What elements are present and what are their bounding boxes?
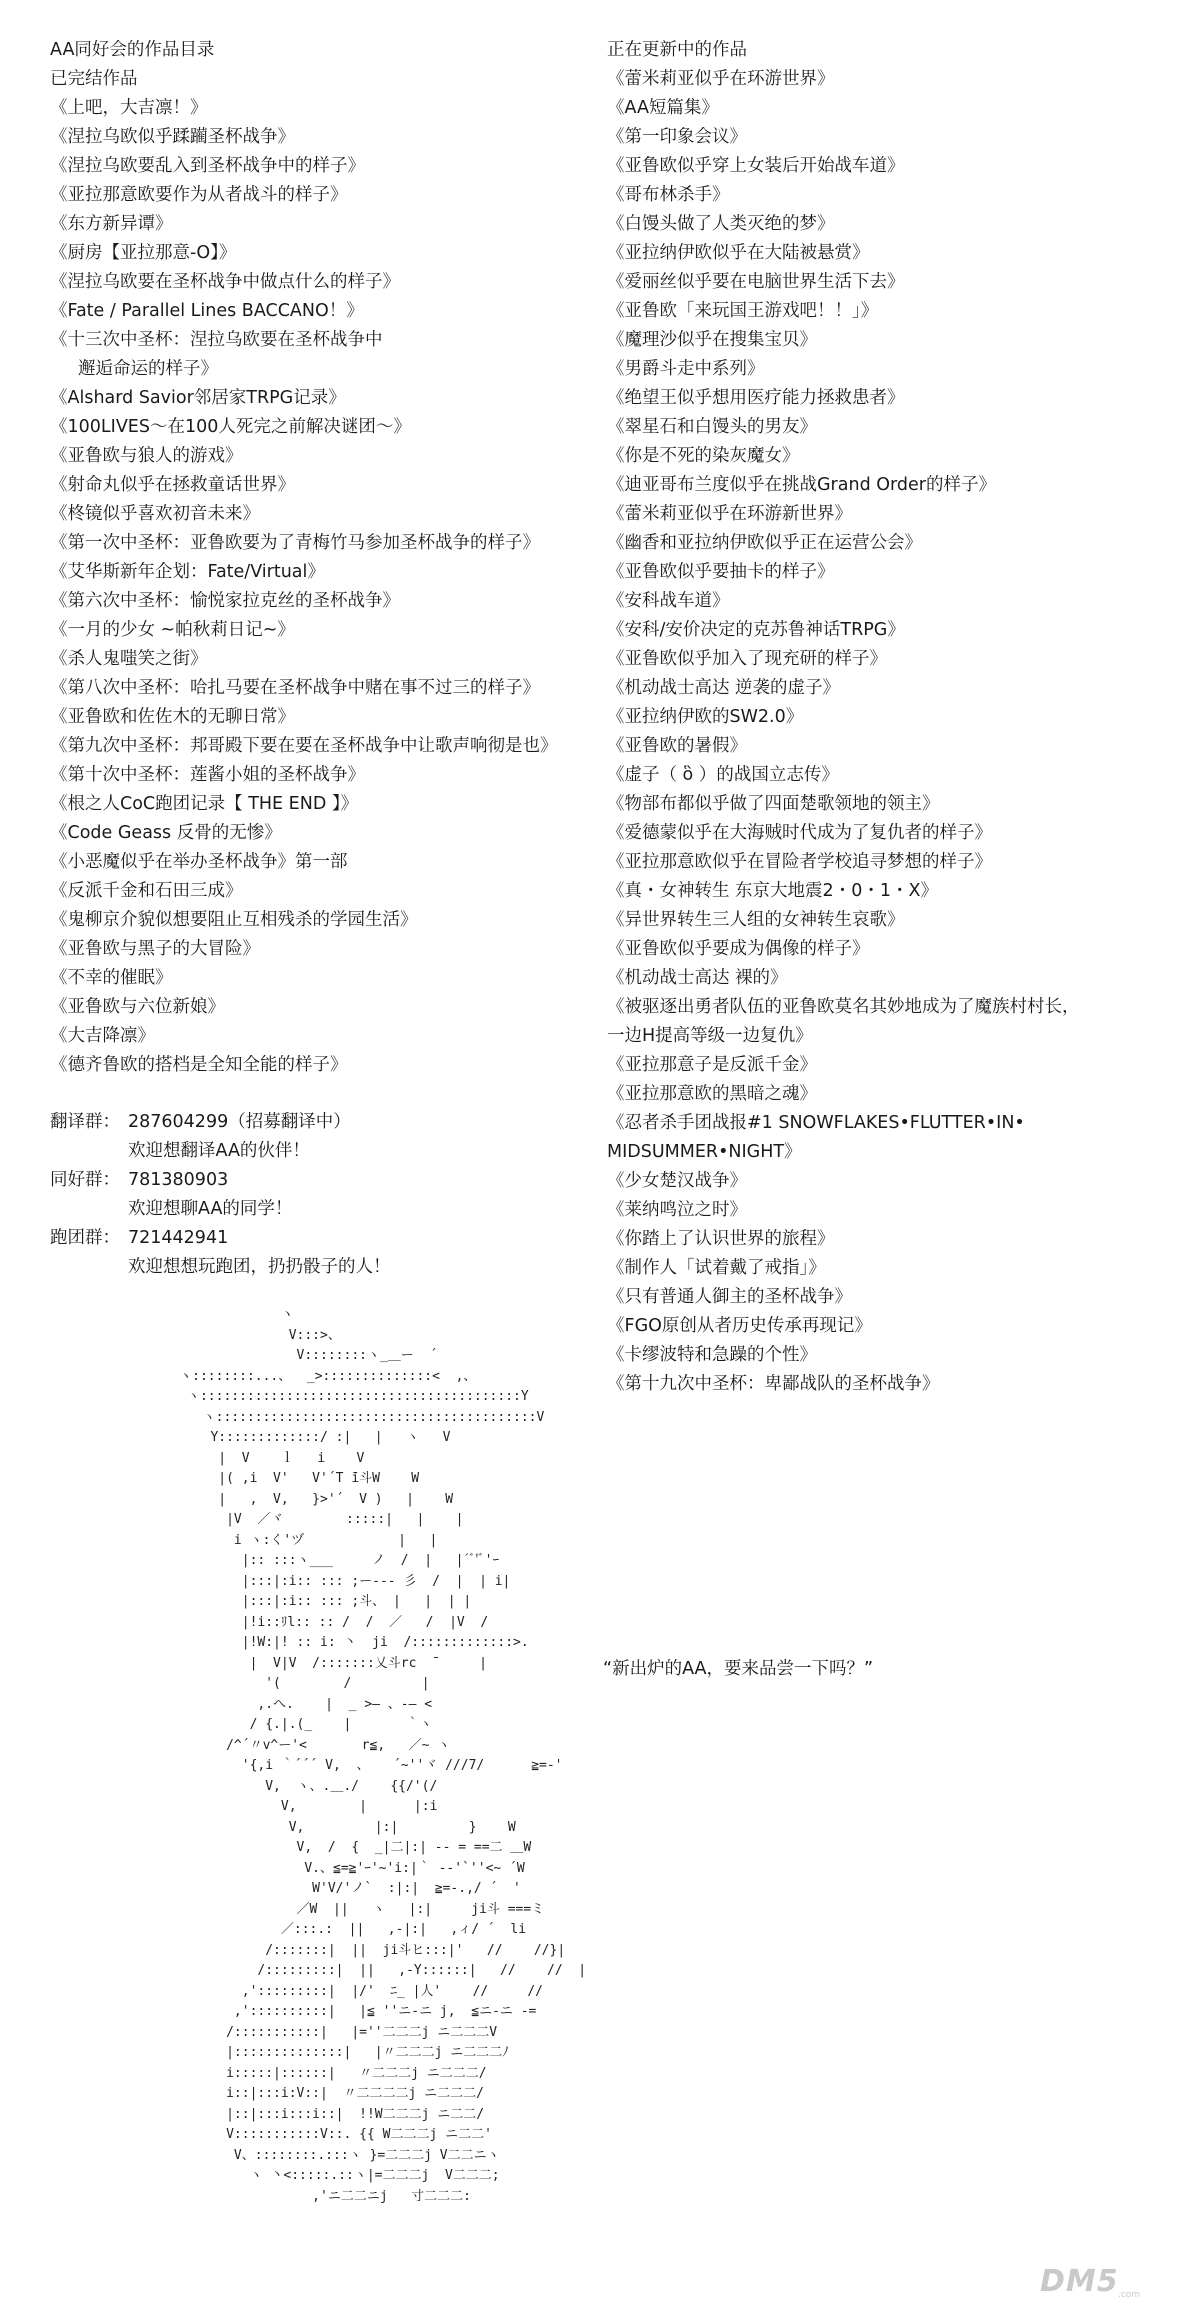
completed-work-item: 《不幸的催眠》	[50, 968, 173, 988]
completed-work-item: 《Fate / Parallel Lines BACCANO！》	[50, 301, 364, 321]
completed-work-item: 《第九次中圣杯：邦哥殿下要在要在圣杯战争中让歌声响彻是也》	[50, 736, 558, 756]
ongoing-work-item: 《你是不死的染灰魔女》	[607, 446, 800, 466]
group-label: 跑团群：	[50, 1228, 120, 1248]
ongoing-work-item: 《亚拉纳伊欧似乎在大陆被悬赏》	[607, 243, 870, 263]
ongoing-work-item: 《白馒头做了人类灭绝的梦》	[607, 214, 835, 234]
ongoing-work-item: 《亚鲁欧似乎要成为偶像的样子》	[607, 939, 870, 959]
ongoing-work-item: 《AA短篇集》	[607, 98, 719, 118]
ongoing-work-item: 《迪亚哥布兰度似乎在挑战Grand Order的样子》	[607, 475, 996, 495]
ongoing-works-heading: 正在更新中的作品	[607, 40, 747, 60]
completed-work-item: 邂逅命运的样子》	[78, 359, 218, 379]
ongoing-work-item: 《魔理沙似乎在搜集宝贝》	[607, 330, 817, 350]
group-number: 721442941	[128, 1228, 229, 1248]
completed-work-item: 《一月的少女 ~帕秋莉日记~》	[50, 620, 295, 640]
ongoing-work-item: 《男爵斗走中系列》	[607, 359, 765, 379]
completed-works-column	[50, 36, 590, 1282]
ongoing-work-item: 《莱纳鸣泣之时》	[607, 1200, 747, 1220]
site-watermark-logo	[1040, 2260, 1190, 2304]
completed-work-item: 《涅拉乌欧似乎蹂躏圣杯战争》	[50, 127, 295, 147]
ongoing-work-item: 《哥布林杀手》	[607, 185, 730, 205]
completed-work-item: 《射命丸似乎在拯救童话世界》	[50, 475, 295, 495]
group-row	[50, 1224, 590, 1253]
ongoing-work-item: 《第十九次中圣杯：卑鄙战队的圣杯战争》	[607, 1374, 940, 1394]
completed-work-item: 《杀人鬼嗤笑之街》	[50, 649, 208, 669]
completed-work-item: 《Code Geass 反骨的无惨》	[50, 823, 282, 843]
spacer	[50, 1080, 590, 1108]
ongoing-work-item: 《亚鲁欧「来玩国王游戏吧！！」》	[607, 301, 879, 321]
ongoing-work-item: 《忍者杀手团战报#1 SNOWFLAKES•FLUTTER•IN•	[607, 1113, 1025, 1133]
ongoing-work-item: 《亚鲁欧似乎要抽卡的样子》	[607, 562, 835, 582]
ongoing-work-item: MIDSUMMER•NIGHT》	[607, 1142, 802, 1162]
ongoing-work-item: 《FGO原创从者历史传承再现记》	[607, 1316, 872, 1336]
ongoing-work-item: 《你踏上了认识世界的旅程》	[607, 1229, 835, 1249]
completed-work-item: 《亚拉那意欧要作为从者战斗的样子》	[50, 185, 348, 205]
ongoing-works-column	[607, 36, 1187, 1399]
completed-work-item: 《十三次中圣杯：涅拉乌欧要在圣杯战争中	[50, 330, 383, 350]
ongoing-work-item: 《安科战车道》	[607, 591, 730, 611]
completed-work-item: 《上吧，大吉凛！》	[50, 98, 208, 118]
ongoing-work-item: 《亚鲁欧的暑假》	[607, 736, 747, 756]
completed-work-item: 《根之人CoC跑团记录【 THE END 】》	[50, 794, 359, 814]
group-label: 翻译群：	[50, 1112, 120, 1132]
group-number: 781380903	[128, 1170, 229, 1190]
completed-work-item: 《第一次中圣杯：亚鲁欧要为了青梅竹马参加圣杯战争的样子》	[50, 533, 540, 553]
completed-work-item: 《亚鲁欧与黑子的大冒险》	[50, 939, 260, 959]
ongoing-work-item: 《亚拉那意欧的黑暗之魂》	[607, 1084, 817, 1104]
completed-work-item: 《鬼柳京介貌似想要阻止互相残杀的学园生活》	[50, 910, 418, 930]
ongoing-work-item: 《机动战士高达 逆袭的虚子》	[607, 678, 841, 698]
watermark-text: DM5	[1040, 2264, 1119, 2299]
ongoing-work-item: 《绝望王似乎想用医疗能力拯救患者》	[607, 388, 905, 408]
ongoing-work-item: 《翠星石和白馒头的男友》	[607, 417, 817, 437]
ongoing-work-item: 《卡缪波特和急躁的个性》	[607, 1345, 817, 1365]
ascii-art-character: ヽ V:::>、 V::::::::ヽ_＿ー ´ ヽ::::::::...、 _>::::::::::::::< ,、 ヽ:::::::::::::::::::::::::::::::::::::::::Y ヽ:::::::::::::::::::::::::::::::::::::::::V Y:::::::::::::/ :| | ヽ V | V ｌ i V |( ,i V' V'´T ̄i斗W W | , V, }>'´ V ) | W |V ／ヾ :::::| | | i ヽ:く'ヅ | | |:: :::ヽ___ ノ / | |´ﾞ'ﾞ'ｰ |:::|:i:: ::: ;ー‐‐‐ 彡 / | | i| |:::|:i:: ::: ;斗、 | | | | |!i::ﾘl:: :: / / ／ / |V / |!W:|! :: i: 丶 ji /:::::::::::::>. | V|V /:::::::乂斗rc ̄ | '( / | ,.へ. | _ >― 、-― < / {.|.(_ | ｀ヽ /^´〃v^ー'< r≦, ／~ ヽ '{,i ｀´´´ V, 、 ´~''ヾ ///7/ ≧=-' V, ヽ、.＿./ {{/'(/ V, | |:i V, |:| } W V, / { _|二|:| ‐‐ = ==二 ＿W V.、≦=≧'ｰ'~'i:|｀ ‐‐'`''<~ ´W W'V/'ノ` :|:| ≧=-.,/ ´ ' ／W || ヽ |:| ji斗 ===ミ ／:::.: || ,‐|:| ,ィ/ ´ li /:::::::| || ji斗ヒ:::|' // //}| /:::::::::| || ,‐Y::::::| // // | ,':::::::::| |/' ﾆ_ |人' // // ,'::::::::::| |≦ ''ニ‐ニ j, ≦ニ‐ニ ‐= /:::::::::::| |=''二二二j ニ二二二V |::::::::::::::| |〃二二二j ニ二二二ﾉ i:::::|::::::| 〃二二二j ニ二二二/ i::|:::i:V::| 〃二二二二j ニ二二二/ |::|:::i:::i::| !!W二二二j ニ二二/ V:::::::::::V::. {{ W二二二j ニ二二' V、::::::::.:::ヽ }=二二二j V二二ニヽ ヽ 丶<:::::.::ヽ|=二二二j V二二二; ,'ニ二二ニj 寸二二二:	[179, 1307, 587, 2204]
ongoing-work-item: 一边H提高等级一边复仇》	[607, 1026, 813, 1046]
ongoing-work-item: 《亚鲁欧似乎穿上女装后开始战车道》	[607, 156, 905, 176]
ongoing-work-item: 《蕾米莉亚似乎在环游世界》	[607, 69, 835, 89]
completed-work-item: 《大吉降凛》	[50, 1026, 155, 1046]
group-label: 同好群：	[50, 1170, 120, 1190]
ongoing-works-list	[607, 65, 1187, 1399]
catalog-header: AA同好会的作品目录	[50, 40, 215, 60]
completed-work-item: 《厨房【亚拉那意-O】》	[50, 243, 237, 263]
completed-work-item: 《亚鲁欧和佐佐木的无聊日常》	[50, 707, 295, 727]
completed-work-item: 《100LIVES～在100人死完之前解决谜团～》	[50, 417, 411, 437]
completed-work-item: 《德齐鲁欧的搭档是全知全能的样子》	[50, 1055, 348, 1075]
completed-work-item: 《亚鲁欧与狼人的游戏》	[50, 446, 243, 466]
group-info-list	[50, 1108, 590, 1282]
ongoing-work-item: 《亚鲁欧似乎加入了现充研的样子》	[607, 649, 887, 669]
ongoing-work-item: 《亚拉那意欧似乎在冒险者学校追寻梦想的样子》	[607, 852, 992, 872]
completed-work-item: 《第十次中圣杯：莲酱小姐的圣杯战争》	[50, 765, 365, 785]
ongoing-work-item: 《安科/安价决定的克苏鲁神话TRPG》	[607, 620, 905, 640]
completed-work-item: 《艾华斯新年企划：Fate/Virtual》	[50, 562, 325, 582]
completed-work-item: 《反派千金和石田三成》	[50, 881, 243, 901]
completed-work-item: 《涅拉乌欧要在圣杯战争中做点什么的样子》	[50, 272, 400, 292]
group-note: 欢迎想聊AA的同学！	[128, 1199, 293, 1219]
completed-work-item: 《小恶魔似乎在举办圣杯战争》第一部	[50, 852, 348, 872]
ongoing-work-item: 《虚子（ ὃ ）的战国立志传》	[607, 765, 839, 785]
ongoing-work-item: 《亚拉那意子是反派千金》	[607, 1055, 817, 1075]
ongoing-work-item: 《爱德蒙似乎在大海贼时代成为了复仇者的样子》	[607, 823, 992, 843]
ongoing-work-item: 《幽香和亚拉纳伊欧似乎正在运营公会》	[607, 533, 922, 553]
completed-work-item: 《东方新异谭》	[50, 214, 173, 234]
group-note: 欢迎想想玩跑团，扔扔骰子的人！	[128, 1257, 391, 1277]
completed-work-item: 《亚鲁欧与六位新娘》	[50, 997, 225, 1017]
ongoing-work-item: 《真・女神转生 东京大地震2・0・1・X》	[607, 881, 938, 901]
ongoing-work-item: 《只有普通人御主的圣杯战争》	[607, 1287, 852, 1307]
completed-work-item: 《第八次中圣杯：哈扎马要在圣杯战争中赌在事不过三的样子》	[50, 678, 540, 698]
ongoing-work-item: 《被驱逐出勇者队伍的亚鲁欧莫名其妙地成为了魔族村村长，	[607, 997, 1080, 1017]
completed-works-heading: 已完结作品	[50, 69, 138, 89]
group-note: 欢迎想翻译AA的伙伴！	[128, 1141, 310, 1161]
ongoing-work-item: 《物部布都似乎做了四面楚歌领地的领主》	[607, 794, 940, 814]
completed-work-item: 《涅拉乌欧要乱入到圣杯战争中的样子》	[50, 156, 365, 176]
ongoing-work-item: 《亚拉纳伊欧的SW2.0》	[607, 707, 804, 727]
completed-work-item: 《柊镜似乎喜欢初音未来》	[50, 504, 260, 524]
group-row	[50, 1166, 590, 1195]
ongoing-work-item: 《爱丽丝似乎要在电脑世界生活下去》	[607, 272, 905, 292]
completed-work-item: 《Alshard Savior邻居家TRPG记录》	[50, 388, 346, 408]
watermark-sub: .com	[1118, 2290, 1141, 2300]
group-number: 287604299（招募翻译中）	[128, 1112, 351, 1132]
ongoing-work-item: 《少女楚汉战争》	[607, 1171, 747, 1191]
completed-works-list	[50, 94, 590, 1080]
completed-work-item: 《第六次中圣杯：愉悦家拉克丝的圣杯战争》	[50, 591, 400, 611]
ongoing-work-item: 《第一印象会议》	[607, 127, 747, 147]
ongoing-work-item: 《机动战士高达 裸的》	[607, 968, 788, 988]
ongoing-work-item: 《蕾米莉亚似乎在环游新世界》	[607, 504, 852, 524]
ongoing-work-item: 《异世界转生三人组的女神转生哀歌》	[607, 910, 905, 930]
group-row	[50, 1108, 590, 1137]
ongoing-work-item: 《制作人「试着戴了戒指」》	[607, 1258, 826, 1278]
art-caption: “新出炉的AA，要来品尝一下吗？”	[603, 1659, 874, 1679]
